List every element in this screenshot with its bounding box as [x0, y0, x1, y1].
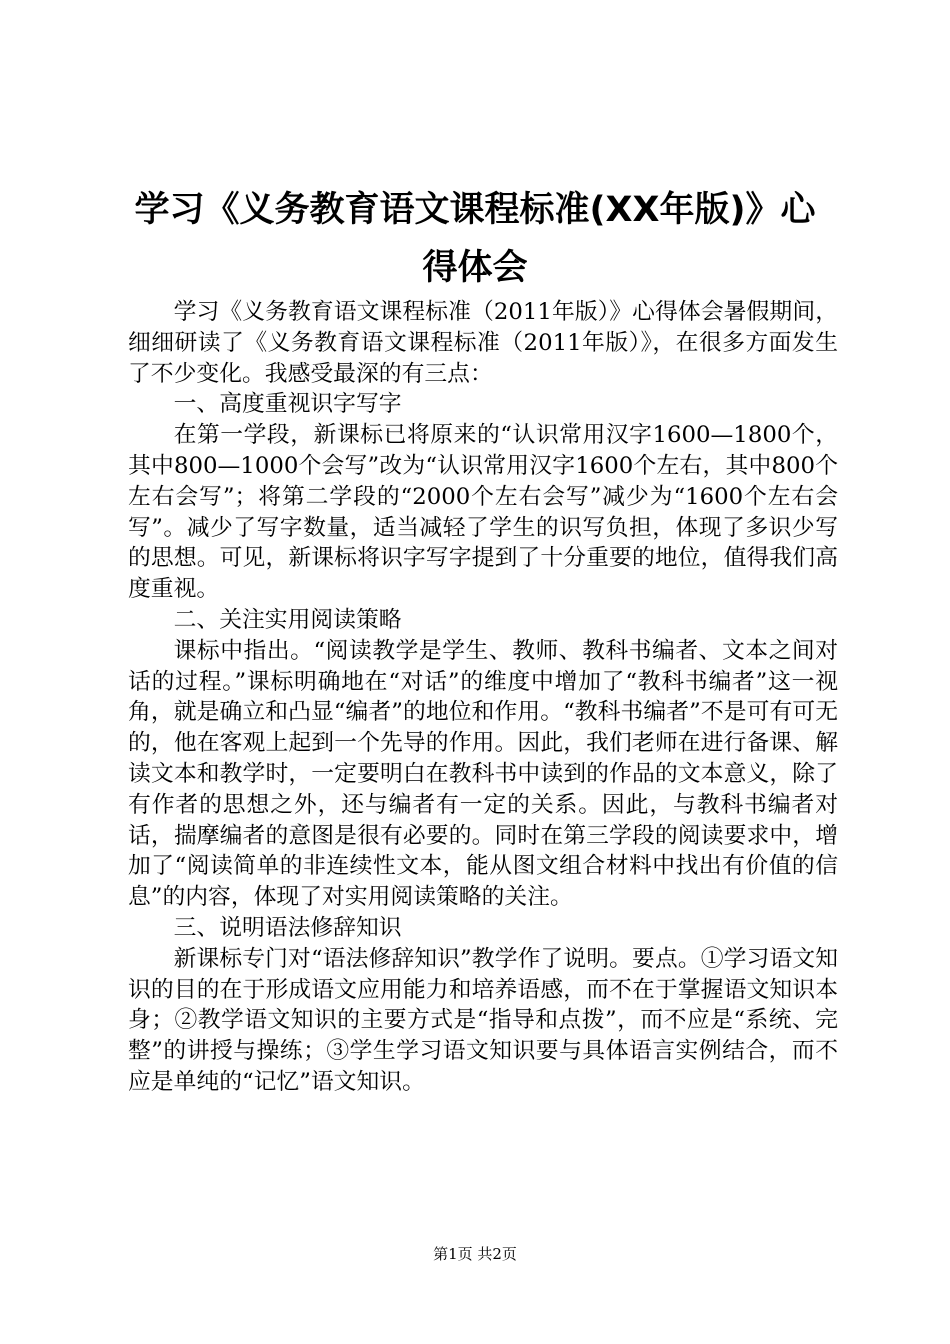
document-body: [128, 297, 838, 1098]
section-heading-2: 二、关注实用阅读策略: [173, 606, 402, 633]
intro-paragraph: 学习《义务教育语文课程标准（2011年版）》心得体会暑假期间，细细研读了《义务教育语文课程标准（2011年版）》，在很多方面发生了不少变化。我感受最深的有三点：: [128, 299, 838, 387]
section-heading-1: 一、高度重视识字写字: [173, 391, 402, 418]
section-paragraph-1: 在第一学段，新课标已将原来的“认识常用汉字1600—1800个，其中800—1000个会写”改为“认识常用汉字1600个左右，其中800个左右会写”；将第二学段的“2000个左右会写”减少为“1600个左右会写”。减少了写字数量，适当减轻了学生的识写负担，体现了多识少写的思想。可见，新课标将识字写字提到了十分重要的地位，值得我们高度重视。: [128, 422, 838, 603]
section-paragraph-3: 新课标专门对“语法修辞知识”教学作了说明。要点。①学习语文知识的目的在于形成语文应用能力和培养语感，而不在于掌握语文知识本身；②教学语文知识的主要方式是“指导和点拨”，而不应是“系统、完整”的讲授与操练；③学生学习语文知识要与具体语言实例结合，而不应是单纯的“记忆”语文知识。: [128, 945, 838, 1095]
section-paragraph-2: 课标中指出。“阅读教学是学生、教师、教科书编者、文本之间对话的过程。”课标明确地在“对话”的维度中增加了“教科书编者”这一视角，就是确立和凸显“编者”的地位和作用。“教科书编者”不是可有可无的，他在客观上起到一个先导的作用。因此，我们老师在进行备课、解读文本和教学时，一定要明白在教科书中读到的作品的文本意义，除了有作者的思想之外，还与编者有一定的关系。因此，与教科书编者对话，揣摩编者的意图是很有必要的。同时在第三学段的阅读要求中，增加了“阅读简单的非连续性文本，能从图文组合材料中找出有价值的信息”的内容，体现了对实用阅读策略的关注。: [128, 637, 838, 911]
document-title-line1: 学习《义务教育语文课程标准(XX年版)》心: [134, 190, 816, 230]
section-heading-3: 三、说明语法修辞知识: [173, 914, 402, 941]
document-title-line2: 得体会: [422, 248, 528, 288]
page-number-footer: 第1页 共2页: [433, 1245, 517, 1263]
